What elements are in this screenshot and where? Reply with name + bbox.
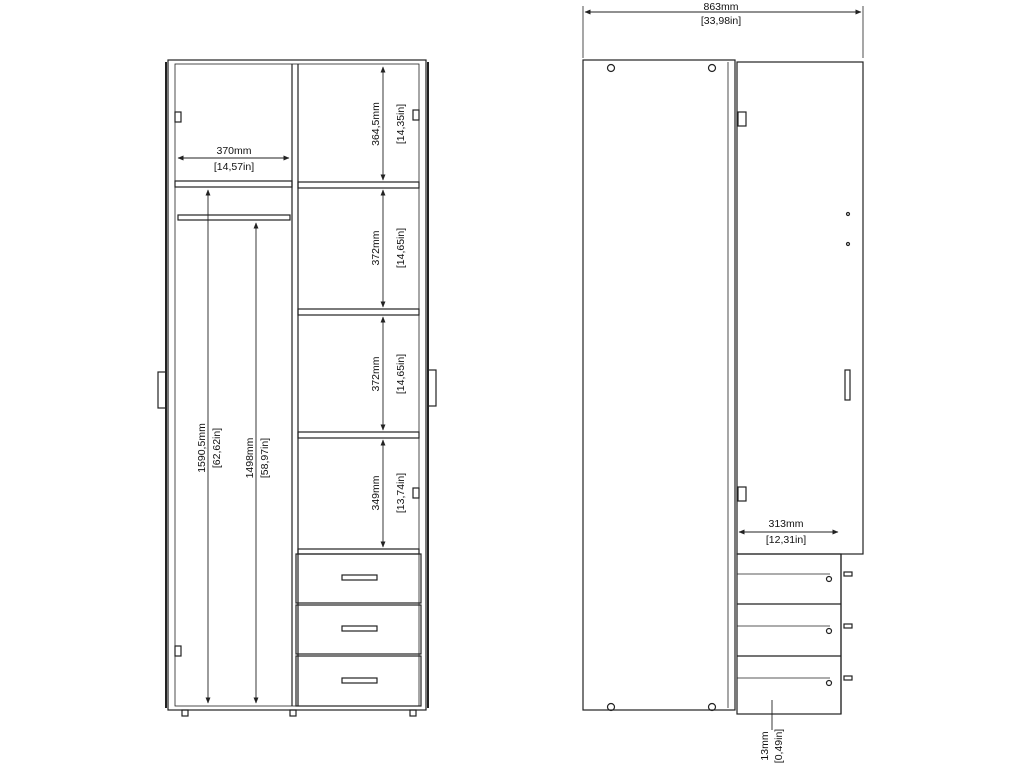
overall-width-in: [33,98in] (700, 15, 742, 27)
shelf-3-mm: 372mm (370, 356, 382, 392)
shelf-4-in: [13,74in] (395, 472, 407, 514)
right-shelf-4 (298, 549, 419, 554)
drawer-depth-in: [12,31in] (765, 534, 807, 546)
drawer-offset-in: [0,49in] (773, 728, 785, 764)
side-hole-tr (709, 65, 716, 72)
door-dot-2 (847, 243, 850, 246)
hinge-br (413, 488, 419, 498)
side-door (737, 62, 863, 554)
side-hole-tl (608, 65, 615, 72)
side-body (583, 60, 735, 710)
front-carcass-inner (175, 64, 419, 706)
inner-width-mm: 370mm (216, 145, 252, 157)
drawer-knob-2 (827, 629, 832, 634)
drawer-knob-1 (827, 577, 832, 582)
top-compartment-in: [14,35in] (395, 103, 407, 145)
hanging-height-in: [62,62in] (211, 427, 223, 469)
top-compartment-mm: 364,5mm (370, 102, 382, 146)
hanging-rail (178, 215, 290, 220)
hinge-tl (175, 112, 181, 122)
drawer-offset-mm: 13mm (759, 731, 771, 761)
drawer-knob-3 (827, 681, 832, 686)
side-hinge-top (738, 112, 746, 126)
drawer-block (737, 554, 841, 714)
side-handle-2 (844, 624, 852, 628)
drawer-depth-mm: 313mm (768, 518, 804, 530)
side-handle-1 (844, 572, 852, 576)
side-door-handle (845, 370, 850, 400)
hinge-tr (413, 110, 419, 120)
left-door-handle (158, 372, 166, 408)
inner-width-in: [14,57in] (213, 161, 255, 173)
shelf-2-in: [14,65in] (395, 227, 407, 269)
right-shelf-3 (298, 432, 419, 438)
side-handle-3 (844, 676, 852, 680)
foot-2 (290, 710, 296, 716)
rail-to-base-mm: 1498mm (244, 437, 256, 479)
side-hinge-bottom (738, 487, 746, 501)
side-view (583, 6, 863, 730)
foot-1 (182, 710, 188, 716)
front-carcass (168, 60, 426, 710)
drawer-handle-2 (342, 626, 377, 631)
right-shelf-2 (298, 309, 419, 315)
shelf-4-mm: 349mm (370, 475, 382, 511)
left-top-shelf (175, 181, 292, 187)
drawer-handle-1 (342, 575, 377, 580)
shelf-2-mm: 372mm (370, 230, 382, 266)
right-shelf-1 (298, 182, 419, 188)
rail-to-base-in: [58,97in] (259, 437, 271, 479)
overall-width-mm: 863mm (703, 1, 739, 13)
shelf-3-in: [14,65in] (395, 353, 407, 395)
hinge-bl (175, 646, 181, 656)
drawer-2 (296, 605, 421, 654)
door-dot-1 (847, 213, 850, 216)
drawer-1 (296, 554, 421, 603)
drawer-handle-3 (342, 678, 377, 683)
hanging-height-mm: 1590,5mm (196, 423, 208, 473)
foot-3 (410, 710, 416, 716)
drawer-3 (296, 656, 421, 706)
right-door-handle (428, 370, 436, 406)
